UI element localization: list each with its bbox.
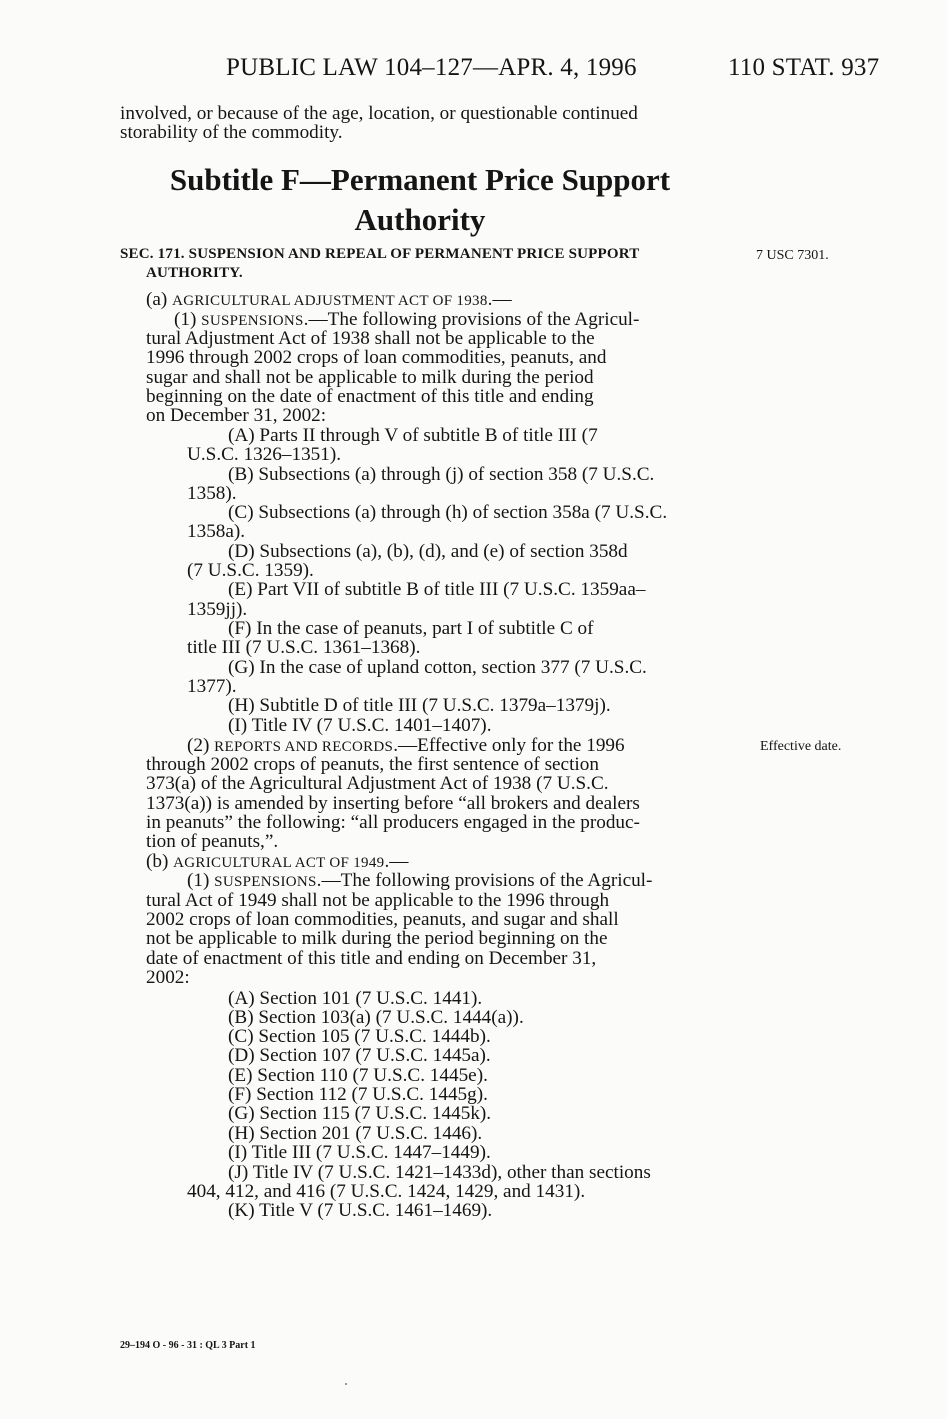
para-a2-line-2: through 2002 crops of peanuts, the first sentence of section	[146, 754, 599, 775]
item-b-D: (D) Section 107 (7 U.S.C. 1445a).	[228, 1045, 491, 1066]
para-a2-line-4: 1373(a)) is amended by inserting before “all brokers and dealers	[146, 793, 640, 814]
para-a2-caption: REPORTS AND RECORDS	[214, 739, 394, 755]
item-a-F-line-2: title III (7 U.S.C. 1361–1368).	[187, 637, 421, 658]
item-b-A: (A) Section 101 (7 U.S.C. 1441).	[228, 988, 483, 1009]
subsection-b-prefix: (b)	[146, 851, 174, 872]
para-b1-line-5: date of enactment of this title and ending on December 31,	[146, 948, 597, 969]
item-a-F-line-1: (F) In the case of peanuts, part I of subtitle C of	[228, 618, 594, 639]
item-a-C-line-2: 1358a).	[187, 521, 246, 542]
item-b-J-line-1: (J) Title IV (7 U.S.C. 1421–1433d), other than sections	[228, 1162, 651, 1183]
section-heading-line-2: AUTHORITY.	[146, 265, 243, 281]
para-b1-line-6: 2002:	[146, 967, 190, 988]
item-a-A-line-1: (A) Parts II through V of subtitle B of title III (7	[228, 425, 598, 446]
para-b1-line-4: not be applicable to milk during the period beginning on the	[146, 928, 608, 949]
item-a-D-line-1: (D) Subsections (a), (b), (d), and (e) of section 358d	[228, 541, 628, 562]
subtitle-line-2: Authority	[354, 202, 486, 237]
item-a-G-line-2: 1377).	[187, 676, 237, 697]
subsection-a-dash: .—	[487, 289, 512, 310]
running-header-title: PUBLIC LAW 104–127—APR. 4, 1996	[226, 54, 637, 81]
subtitle-line-1: Subtitle F—Permanent Price Support	[169, 162, 671, 197]
item-a-A-line-2: U.S.C. 1326–1351).	[187, 444, 342, 465]
item-a-H: (H) Subtitle D of title III (7 U.S.C. 1379a–1379j).	[228, 695, 611, 716]
print-footer: 29–194 O - 96 - 31 : QL 3 Part 1	[120, 1340, 256, 1351]
subtitle-heading	[120, 160, 720, 240]
para-a1-line-5: beginning on the date of enactment of this title and ending	[146, 386, 594, 407]
para-a1-label: (1)	[174, 309, 202, 330]
item-b-G: (G) Section 115 (7 U.S.C. 1445k).	[228, 1103, 492, 1124]
item-a-E-line-1: (E) Part VII of subtitle B of title III (7 U.S.C. 1359aa–	[228, 579, 646, 600]
para-a1-caption: SUSPENSIONS	[201, 313, 304, 329]
item-a-I: (I) Title IV (7 U.S.C. 1401–1407).	[228, 715, 492, 736]
item-a-D-line-2: (7 U.S.C. 1359).	[187, 560, 314, 581]
item-b-F: (F) Section 112 (7 U.S.C. 1445g).	[228, 1084, 488, 1105]
item-b-E: (E) Section 110 (7 U.S.C. 1445e).	[228, 1065, 488, 1086]
para-a1-text-0: .—The following provisions of the Agricul-	[303, 309, 640, 330]
page-number: 110 STAT. 937	[728, 54, 880, 81]
item-a-E-line-2: 1359jj).	[187, 599, 248, 620]
intro-line-2: storability of the commodity.	[120, 122, 343, 143]
para-a2-line-6: tion of peanuts,”.	[146, 831, 279, 852]
section-heading-line-1: SEC. 171. SUSPENSION AND REPEAL OF PERMANENT PRICE SUPPORT	[120, 246, 640, 262]
item-a-G-line-1: (G) In the case of upland cotton, section 377 (7 U.S.C.	[228, 657, 647, 678]
subsection-a-title: AGRICULTURAL ADJUSTMENT ACT OF 1938	[172, 293, 488, 309]
margin-note-usc: 7 USC 7301.	[756, 248, 829, 263]
intro-line-1: involved, or because of the age, location, or questionable continued	[120, 103, 638, 124]
item-a-C-line-1: (C) Subsections (a) through (h) of section 358a (7 U.S.C.	[228, 502, 668, 523]
para-b1-line-3: 2002 crops of loan commodities, peanuts, and sugar and shall	[146, 909, 619, 930]
item-a-B-line-2: 1358).	[187, 483, 237, 504]
subsection-b-dash: .—	[384, 851, 409, 872]
para-a1-line-3: 1996 through 2002 crops of loan commodities, peanuts, and	[146, 347, 607, 368]
margin-note-effective-date: Effective date.	[760, 739, 842, 754]
para-a1-line-4: sugar and shall not be applicable to milk during the period	[146, 367, 594, 388]
para-b1-caption: SUSPENSIONS	[214, 874, 317, 890]
para-a2-text-0: .—Effective only for the 1996	[393, 735, 625, 756]
item-b-I: (I) Title III (7 U.S.C. 1447–1449).	[228, 1142, 491, 1163]
item-b-J-line-2: 404, 412, and 416 (7 U.S.C. 1424, 1429, and 1431).	[187, 1181, 586, 1202]
para-a2-line-5: in peanuts” the following: “all producers engaged in the produc-	[146, 812, 640, 833]
para-a2-label: (2)	[187, 735, 215, 756]
scan-speck	[345, 1383, 347, 1385]
item-b-H: (H) Section 201 (7 U.S.C. 1446).	[228, 1123, 483, 1144]
para-a2-line-3: 373(a) of the Agricultural Adjustment Act of 1938 (7 U.S.C.	[146, 773, 609, 794]
subsection-b-title: AGRICULTURAL ACT OF 1949	[173, 855, 385, 871]
para-b1-label: (1)	[187, 870, 215, 891]
item-b-K: (K) Title V (7 U.S.C. 1461–1469).	[228, 1200, 493, 1221]
para-b1-text-0: .—The following provisions of the Agricul-	[316, 870, 653, 891]
para-a1-line-2: tural Adjustment Act of 1938 shall not be applicable to the	[146, 328, 595, 349]
subsection-a-prefix: (a)	[146, 289, 173, 310]
item-b-C: (C) Section 105 (7 U.S.C. 1444b).	[228, 1026, 491, 1047]
item-a-B-line-1: (B) Subsections (a) through (j) of section 358 (7 U.S.C.	[228, 464, 655, 485]
item-b-B: (B) Section 103(a) (7 U.S.C. 1444(a)).	[228, 1007, 524, 1028]
para-b1-line-2: tural Act of 1949 shall not be applicable to the 1996 through	[146, 890, 610, 911]
para-a1-line-6: on December 31, 2002:	[146, 405, 327, 426]
